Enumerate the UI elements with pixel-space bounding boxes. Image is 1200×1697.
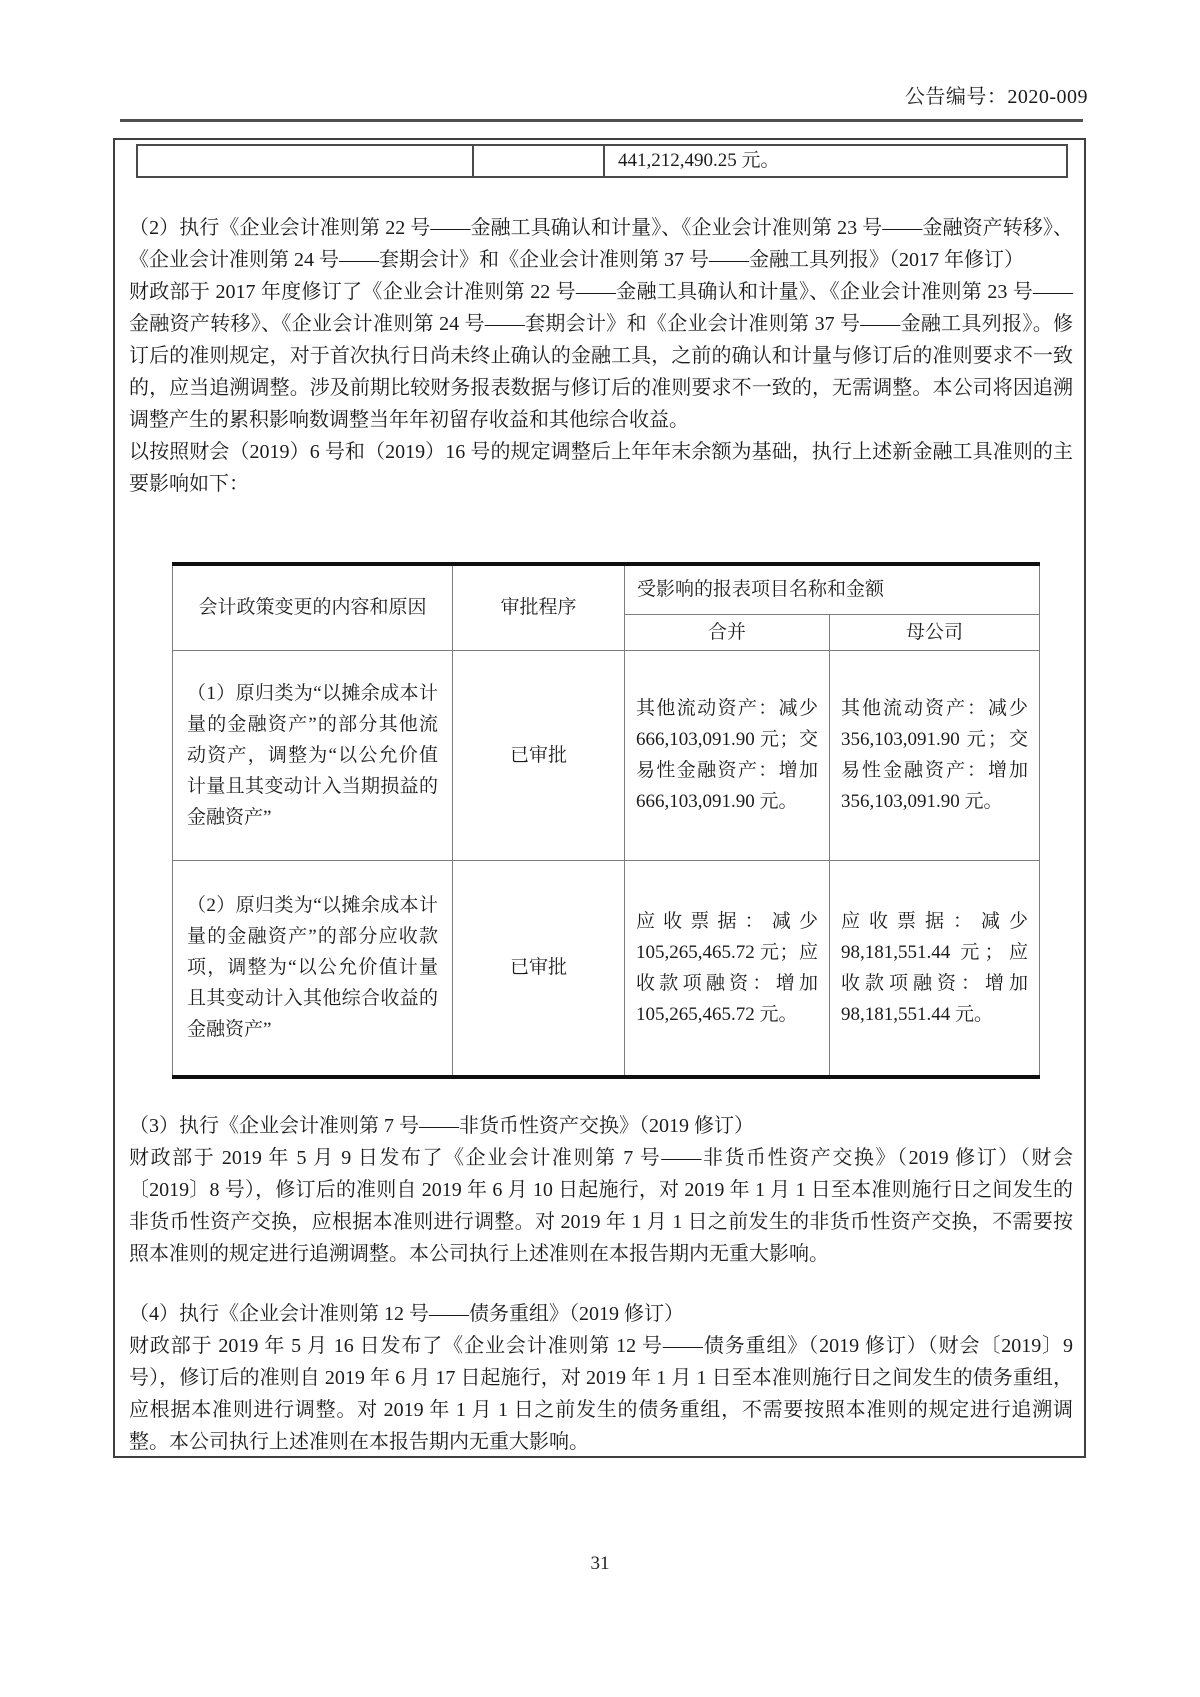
header-change-reason: 会计政策变更的内容和原因 [173, 564, 453, 650]
table-header-row [173, 564, 1040, 614]
section-2-paragraph-2: 以按照财会（2019）6 号和（2019）16 号的规定调整后上年年末余额为基础，执行上述新金融工具准则的主要影响如下： [129, 441, 1073, 495]
row1-change-description: （1）原归类为“以摊余成本计量的金融资产”的部分其他流动资产，调整为“以公允价值计量且其变动计入当期损益的金融资产” [173, 650, 453, 860]
announcement-number: 公告编号：2020-009 [904, 86, 1088, 108]
section-3 [129, 1110, 1073, 1270]
section-2-title: （2）执行《企业会计准则第 22 号——金融工具确认和计量》、《企业会计准则第 23 号——金融资产转移》、《企业会计准则第 24 号——套期会计》和《企业会计准则第 37 号——金融工具列报》（2017 年修订） [129, 217, 1073, 271]
table-continuation-row [136, 144, 1068, 178]
row2-change-description: （2）原归类为“以摊余成本计量的金融资产”的部分应收款项，调整为“以公允价值计量且其变动计入其他综合收益的金融资产” [173, 860, 453, 1077]
row1-approval-status: 已审批 [453, 650, 625, 860]
table-row [173, 860, 1040, 1077]
section-4-body: 财政部于 2019 年 5 月 16 日发布了《企业会计准则第 12 号——债务重组》（2019 修订）（财会〔2019〕9 号），修订后的准则自 2019 年 6 月 17 日起施行，对 2019 年 1 月 1 日至本准则施行日之间发生的债务重组，应根据本准则进行调整。对 2019 年 1 月 1 日之前发生的债务重组，不需要按照本准则的规定进行追溯调整。本公司执行上述准则在本报告期内无重大影响。 [129, 1335, 1073, 1453]
header-affected-items: 受影响的报表项目名称和金额 [625, 564, 1040, 614]
section-3-body: 财政部于 2019 年 5 月 9 日发布了《企业会计准则第 7 号——非货币性资产交换》（2019 修订）（财会〔2019〕8 号），修订后的准则自 2019 年 6 月 10 日起施行，对 2019 年 1 月 1 日至本准则施行日之间发生的非货币性资产交换，应根据本准则进行调整。对 2019 年 1 月 1 日之前发生的非货币性资产交换，不需要按照本准则的规定进行追溯调整。本公司执行上述准则在本报告期内无重大影响。 [129, 1147, 1073, 1265]
header-approval: 审批程序 [453, 564, 625, 650]
section-3-title: （3）执行《企业会计准则第 7 号——非货币性资产交换》（2019 修订） [129, 1115, 754, 1137]
policy-change-impact-table [172, 562, 1040, 1079]
row2-consolidated-impact: 应收票据：减少 105,265,465.72 元；应收款项融资：增加 105,265,465.72 元。 [625, 860, 830, 1077]
section-4-title: （4）执行《企业会计准则第 12 号——债务重组》（2019 修订） [129, 1303, 684, 1325]
page-number: 31 [590, 1553, 610, 1574]
subheader-parent-company: 母公司 [830, 614, 1040, 650]
page-border-frame [113, 138, 1086, 1458]
table-continuation-cell-1 [138, 146, 474, 176]
table-row [173, 650, 1040, 860]
row1-consolidated-impact: 其他流动资产：减少 666,103,091.90 元；交易性金融资产：增加 666,103,091.90 元。 [625, 650, 830, 860]
row2-approval-status: 已审批 [453, 860, 625, 1077]
section-2 [129, 212, 1073, 500]
row2-parent-impact: 应收票据：减少 98,181,551.44 元；应收款项融资：增加 98,181,551.44 元。 [830, 860, 1040, 1077]
table-continuation-amount: 441,212,490.25 元。 [618, 150, 780, 171]
row1-parent-impact: 其他流动资产：减少 356,103,091.90 元；交易性金融资产：增加 356,103,091.90 元。 [830, 650, 1040, 860]
section-4 [129, 1298, 1073, 1458]
header-rule [120, 119, 1083, 122]
table-continuation-cell-2 [474, 146, 605, 176]
subheader-consolidated: 合并 [625, 614, 830, 650]
section-2-paragraph-1: 财政部于 2017 年度修订了《企业会计准则第 22 号——金融工具确认和计量》、《企业会计准则第 23 号——金融资产转移》、《企业会计准则第 24 号——套期会计》和《企业会计准则第 37 号——金融工具列报》。修订后的准则规定，对于首次执行日尚未终止确认的金融工具，之前的确认和计量与修订后的准则要求不一致的，应当追溯调整。涉及前期比较财务报表数据与修订后的准则要求不一致的，无需调整。本公司将因追溯调整产生的累积影响数调整当年年初留存收益和其他综合收益。 [129, 281, 1073, 431]
